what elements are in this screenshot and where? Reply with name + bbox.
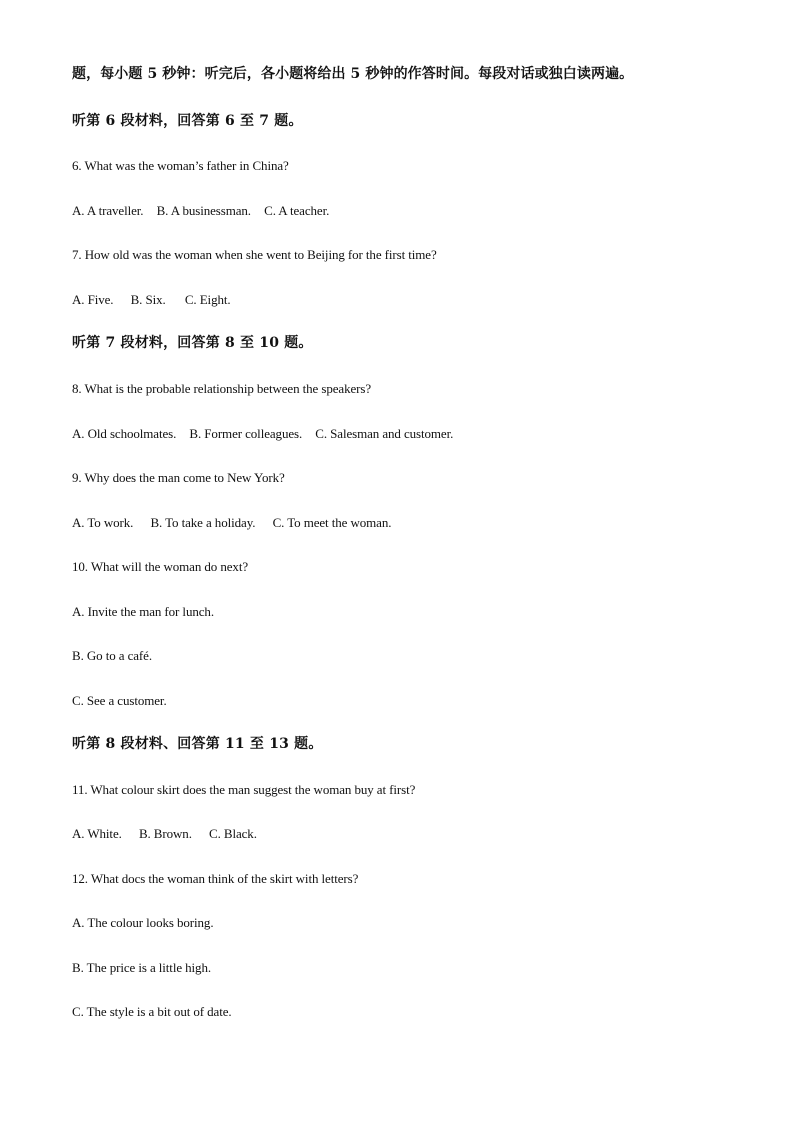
option-11a: A. White. <box>72 826 122 841</box>
option-6c: C. A teacher. <box>264 203 330 218</box>
question-options-8 <box>72 427 463 440</box>
option-9c: C. To meet the woman. <box>272 515 392 530</box>
option-8a: A. Old schoolmates. <box>72 426 177 441</box>
option-12a: A. The colour looks boring. <box>72 915 214 930</box>
option-10a: A. Invite the man for lunch. <box>72 604 214 619</box>
section-heading-8: 听第 8 段材料、回答第 11 至 13 题。 <box>72 736 323 752</box>
question-options-7 <box>72 293 241 306</box>
question-stem-12: 12. What docs the woman think of the skirt with letters? <box>72 871 359 886</box>
option-10b: B. Go to a café. <box>72 648 152 663</box>
question-stem-10: 10. What will the woman do next? <box>72 559 248 574</box>
section-heading-6: 听第 6 段材料，回答第 6 至 7 题。 <box>72 113 303 129</box>
intro-instruction: 题，每小题 5 秒钟：听完后，各小题将给出 5 秒钟的作答时间。每段对话或独白读两遍。 <box>72 66 634 82</box>
option-8c: C. Salesman and customer. <box>315 426 454 441</box>
question-options-9 <box>72 516 401 529</box>
question-options-11 <box>72 827 267 840</box>
option-7c: C. Eight. <box>184 292 231 307</box>
question-stem-8: 8. What is the probable relationship between the speakers? <box>72 381 371 396</box>
question-stem-7: 7. How old was the woman when she went to Beijing for the first time? <box>72 247 437 262</box>
option-9a: A. To work. <box>72 515 134 530</box>
option-6b: B. A businessman. <box>156 203 251 218</box>
option-9b: B. To take a holiday. <box>150 515 256 530</box>
option-6a: A. A traveller. <box>72 203 144 218</box>
option-12c: C. The style is a bit out of date. <box>72 1004 232 1019</box>
question-stem-9: 9. Why does the man come to New York? <box>72 470 285 485</box>
section-heading-7: 听第 7 段材料，回答第 8 至 10 题。 <box>72 335 313 351</box>
option-11c: C. Black. <box>209 826 257 841</box>
option-8b: B. Former colleagues. <box>189 426 303 441</box>
option-11b: B. Brown. <box>138 826 192 841</box>
question-options-6 <box>72 204 339 217</box>
option-7a: A. Five. <box>72 292 114 307</box>
question-stem-11: 11. What colour skirt does the man suggest the woman buy at first? <box>72 782 416 797</box>
option-10c: C. See a customer. <box>72 693 167 708</box>
question-stem-6: 6. What was the woman’s father in China? <box>72 158 289 173</box>
option-12b: B. The price is a little high. <box>72 960 212 975</box>
option-7b: B. Six. <box>130 292 166 307</box>
